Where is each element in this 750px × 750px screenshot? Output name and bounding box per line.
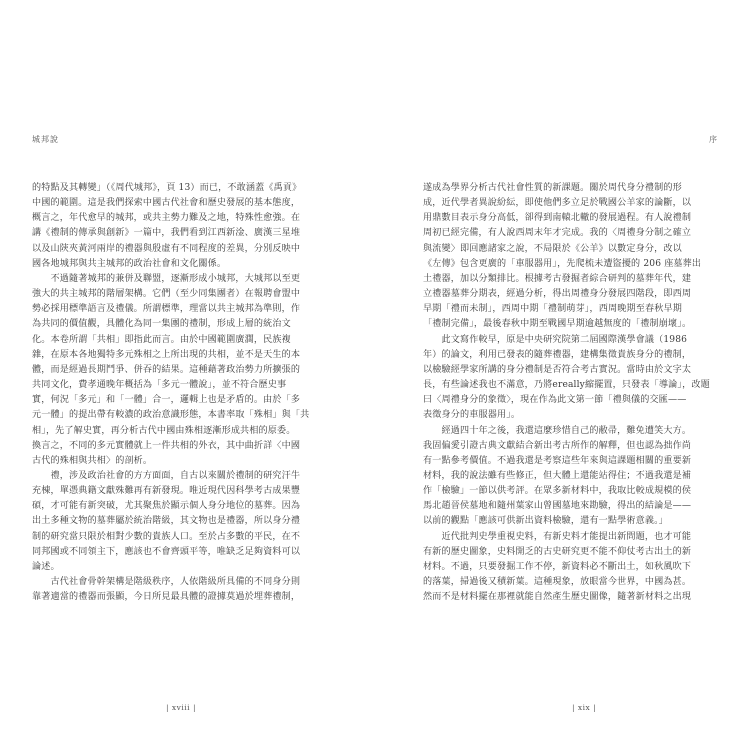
text-line: 立禮器墓葬分期表，經過分析，得出周禮身分發展四階段，即西周 [423,289,692,300]
text-line: 土禮器，加以分類排比。根據考古發掘者綜合研判的墓葬年代，建 [423,273,692,284]
text-line: 年）的論文，利用已發表的隨葬禮器，建構集徵貴族身分的禮制， [423,349,692,360]
text-line: 禮，涉及政治社會的方方面面，自古以來關於禮制的研究汗牛 [32,470,301,481]
text-line: 「禮制完備」，最後春秋中期至戰國早期逾越無度的「禮制崩壞」。 [423,319,692,330]
text-line: 表徵身分的車服器用」。 [423,410,521,421]
text-line: 作「檢驗」一節以供考評。在眾多新材料中，我取比較成規模的侯 [423,486,692,497]
text-line: 此文寫作較早，原是中央研究院第二屆國際漢學會議（1986 [423,334,688,345]
text-line: 靠著適當的禮器而張顯，今日所見最具體的證據莫過於埋葬禮制， [32,592,301,603]
text-line: 共同文化，費孝通晚年概括為「多元一體說」，並不符合歷史事 [32,380,287,391]
text-line: 材料。不過，只要發掘工作不停，新資料必不斷出土，如秋風吹下 [423,561,692,572]
text-line: 與流變〉即回應諸家之說，不局限於《公羊》以數定身分，改以 [423,243,682,254]
text-line: 講《禮制的傳承與創新》一篇中，我們看到江西新淦、廣漢三星堆 [32,228,301,239]
text-line: 換言之，不同的多元實體就上一件共相的外衣，其中曲折詳〈中國 [32,440,301,451]
text-line: 早期「禮而未制」，西周中期「禮制萌芽」，西周晚期至春秋早期 [423,304,682,315]
text-line: 強大的共主城邦的階層架構。它們（至少同集團者）在報聘會盟中 [32,289,301,300]
text-line: 的落葉，掃過後又積新葉。這種現象，放眼當今世界，中國為甚。 [423,577,692,588]
text-line: 材料，我的說法雖有些修正，但大體上還能站得住；不過我還是補 [423,470,692,481]
text-line: 碩，才可能有新突破，尤其聚焦於顯示個人身分地位的墓葬。因為 [32,501,301,512]
running-head-book-title: 城邦說 [32,135,59,144]
text-line: 不過隨著城邦的兼併及聯盟，逐漸形成小城邦，大城邦以至更 [32,273,301,284]
text-line: 雜，在原本各地獨特多元殊相之上所出現的共相，並不是天生的本 [32,349,301,360]
running-head-section: 序 [709,135,718,144]
text-line: 古代的殊相與共相〉的剖析。 [32,455,153,466]
page-number-left: | xviii | [166,703,196,712]
text-line: 中國的範圍。這是我們探索中國古代社會和歷史發展的基本態度， [32,198,301,209]
text-line: 實，何況「多元」和「一體」合一，邏輯上也是矛盾的。由於「多 [32,395,301,406]
text-line: 出土多種文物的墓葬屬於統治階級，其文物也是禮器，所以身分禮 [32,516,301,527]
text-line: 遂成為學界分析古代社會性質的新課題。關於周代身分禮制的形 [423,183,682,193]
text-line: 體，而是經過長期鬥爭、併吞的結果。這種藉著政治勢力所擴張的 [32,364,301,375]
text-line: 以檢驗經學家所講的身分禮制是否符合考古實況。當時由於文字太 [423,364,692,375]
text-line: 古代社會骨幹架構是階級秩序，人依階級所具備的不同身分則 [32,577,301,588]
text-line: 勢必採用標準語言及禮儀。所謂標準，理當以共主城邦為準則，作 [32,304,301,315]
text-line: 用鼎數目表示身分高低，卻得到南轅北轍的發展過程。有人說禮制 [423,213,692,224]
text-line: 以及山陝夾黃河兩岸的禮器與殷虛有不同程度的差異，分別反映中 [32,243,301,254]
text-line: 元一體」的提出帶有較濃的政治意識形態，本書率取「殊相」與「共 [32,410,310,421]
text-line: 近代批判史學重視史料，有新史料才能提出新問題，也才可能 [423,531,692,542]
text-line: 我固偏愛引證古典文獻結合新出考古所作的解釋，但也認為拙作尚 [423,440,692,451]
text-line: 馬北趙晉侯墓地和隨州葉家山曾國墓地來勘驗，得出的結論是—— [423,501,692,512]
text-line: 《左傳》包含更廣的「車服器用」，先爬梳未遭盜擾的 206 座墓葬出 [423,258,702,269]
text-line: 同邦國或不同領主下，應該也不會齊頭平等，唯缺乏足夠資料可以 [32,546,301,557]
right-page [375,0,750,750]
text-line: 然而不是材料擺在那裡就能自然產生歷史圖像，隨著新材料之出現 [423,592,692,603]
text-line: 國各地城邦與共主城邦的政治社會和文化關係。 [32,258,227,269]
text-line: 充棟，單憑典籍文獻殊難再有新發現。唯近現代因科學考古成果豐 [32,486,301,497]
text-line: 概言之，年代愈早的城邦，或共主勢力難及之地，特殊性愈強。在 [32,213,301,224]
text-line: 有一點參考價值。不過我還是考察這些年來與這課題相關的重要新 [423,455,692,466]
text-line: 化。本卷所謂「共相」即指此而言。由於中國範圍廣濶，民族複 [32,334,291,345]
text-line: 經過四十年之後，我還這麼珍惜自己的敝帚，難免遭笑大方。 [423,425,692,436]
text-line: 論述。 [32,561,60,572]
left-body-text [32,181,330,605]
text-line: 周初已經完備，有人說西周末年才完成。我的〈周禮身分制之確立 [423,228,692,239]
text-line: 曰〈周禮身分的象徵〉，現在作為此文第一節「禮與儀的交匯—— [423,395,687,406]
text-line: 成，近代學者異說紛紜，即使他們多立足於戰國公羊家的論斷，以 [423,198,692,209]
text-line: 的特點及其轉變」（《周代城邦》，頁 13）而已，不敢涵蓋《禹貢》 [32,183,302,193]
text-line: 制的研究當只限於相對少數的貴族人口。至於占多數的平民，在不 [32,531,301,542]
right-body-text [423,181,720,605]
text-line: 為共同的價值觀，具體化為同一集團的禮制，形成上層的統治文 [32,319,291,330]
text-line: 以前的觀點「應該可供新出資料檢驗，還有一點學術意義。」 [423,516,669,527]
text-line: 相」，先了解史實，再分析古代中國由殊相逐漸形成共相的原委。 [32,425,296,436]
text-line: 有新的歷史圖象，史料開乏的古史研究更不能不仰仗考古出土的新 [423,546,692,557]
page-number-right: | xix | [572,703,597,712]
text-line: 長，有些論述我也不滿意，乃將ereally縮擺置，只發表「導論」，改題 [423,380,710,391]
